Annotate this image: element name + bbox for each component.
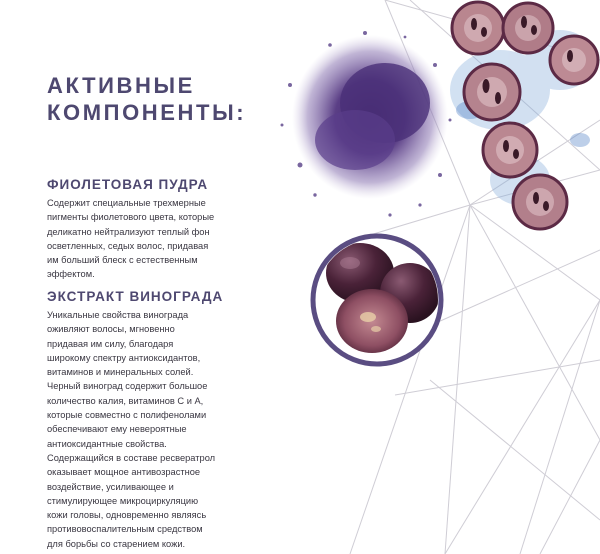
section-description: Содержит специальные трехмерные пигменты фиолетового цвета, которые деликатно нейтрализуют теплый фон осветленных, седых волос, придавая им больший блеск с естественным эффектом. bbox=[47, 198, 215, 280]
page-title: АКТИВНЫЕ КОМПОНЕНТЫ: bbox=[47, 73, 247, 125]
violet-powder-splash-image bbox=[270, 25, 460, 225]
grape-slices-image bbox=[448, 0, 600, 240]
section-heading: ЭКСТРАКТ ВИНОГРАДА bbox=[47, 289, 224, 304]
section-heading: ФИОЛЕТОВАЯ ПУДРА bbox=[47, 177, 209, 192]
grapes-circle-image bbox=[310, 233, 444, 367]
section-violet-powder bbox=[47, 176, 287, 282]
section-grape-extract bbox=[47, 288, 287, 551]
section-description: Уникальные свойства винограда оживляют волосы, мгновенно придавая им силу, благодаря широкому спектру антиоксидантов, витаминов и минеральных солей. Черный виноград содержит большое количество калия, витаминов С и А, которые совместно с полифенолами обеспечивают ему невероятные антиоксидантные свойства. Содержащийся в составе ресвератрол оказывает мощное антивозрастное воздействие, усиливающее и стимулирующее микроциркуляцию кожи головы, одновременно являясь противовоспалительным средством для борьбы со старением кожи. bbox=[47, 310, 216, 549]
